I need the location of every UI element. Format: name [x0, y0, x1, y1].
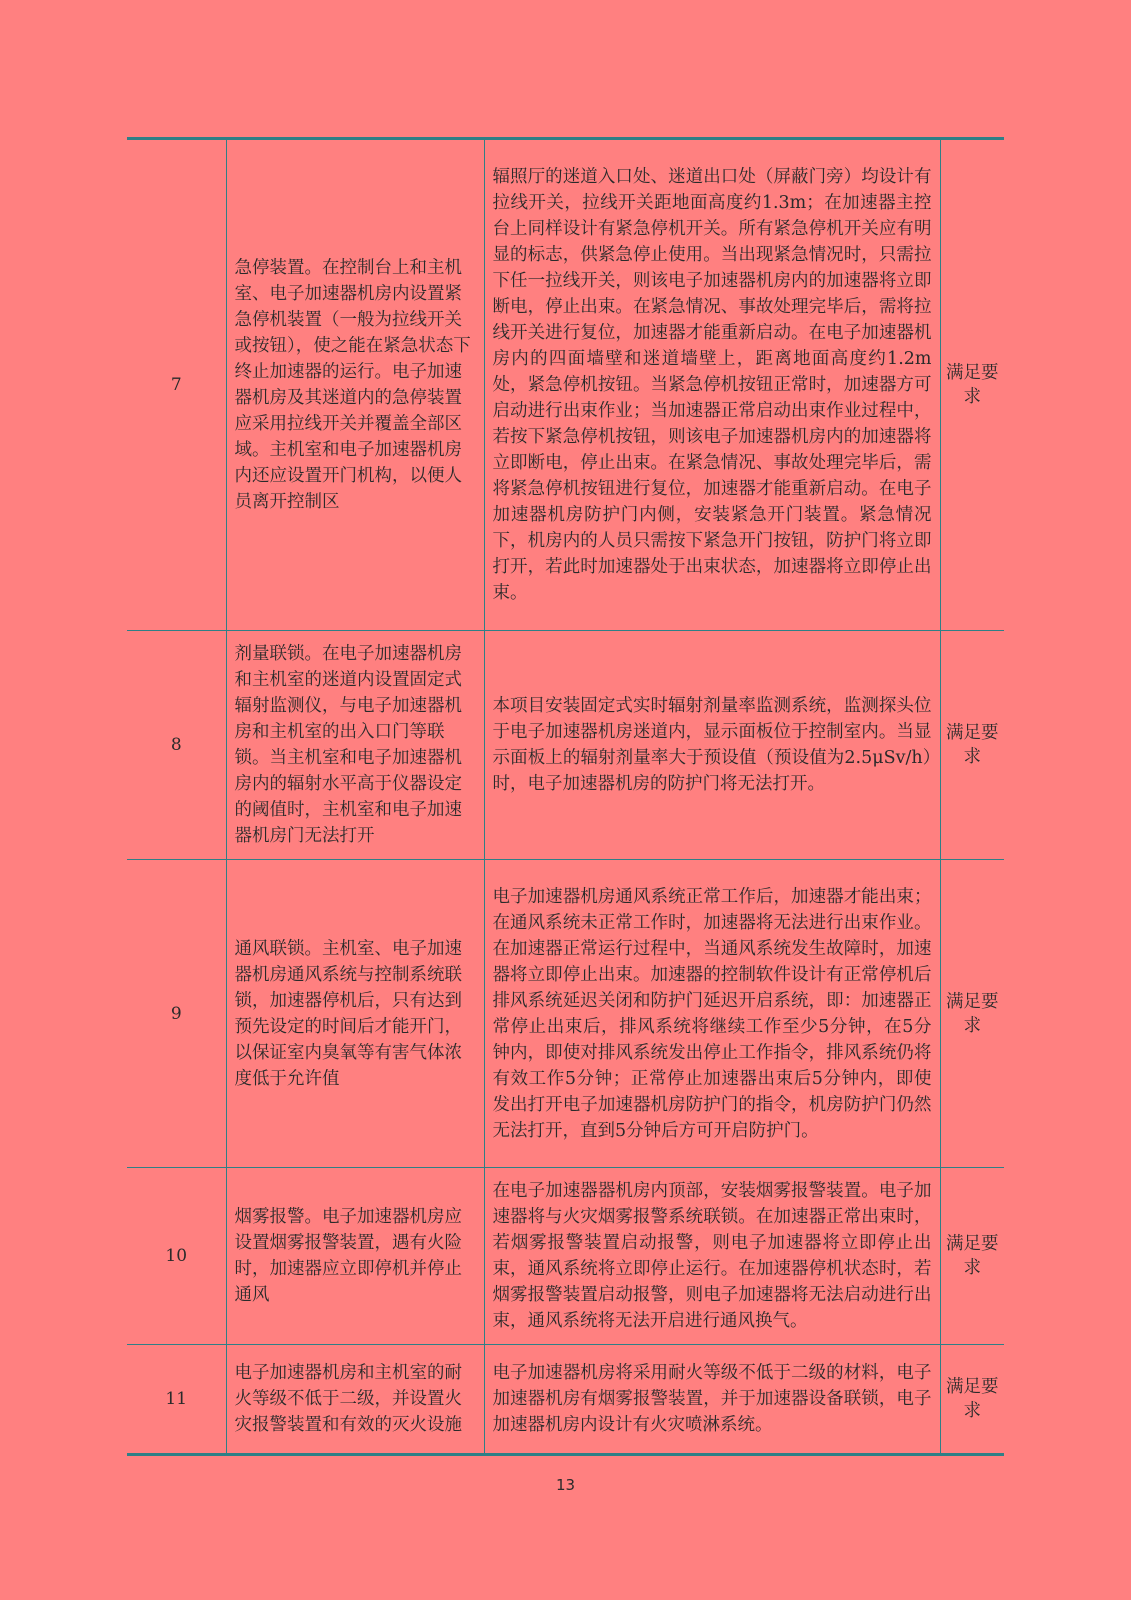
result-cell: 满足要求 — [940, 631, 1004, 860]
page-number: 13 — [555, 1476, 576, 1494]
table-row — [127, 1168, 1004, 1345]
implementation-cell: 电子加速器机房通风系统正常工作后，加速器才能出束；在通风系统未正常工作时，加速器将无法进行出束作业。在加速器正常运行过程中，当通风系统发生故障时，加速器将立即停止出束。加速器的控制软件设计有正常停机后排风系统延迟关闭和防护门延迟开启系统，即：加速器正常停止出束后，排风系统将继续工作至少5分钟，在5分钟内，即使对排风系统发出停止工作指令，排风系统仍将有效工作5分钟；正常停止加速器出束后5分钟内，即使发出打开电子加速器机房防护门的指令，机房防护门仍然无法打开，直到5分钟后方可开启防护门。 — [484, 860, 940, 1168]
result-cell: 满足要求 — [940, 860, 1004, 1168]
result-cell: 满足要求 — [940, 1168, 1004, 1345]
requirement-cell: 急停装置。在控制台上和主机室、电子加速器机房内设置紧急停机装置（一般为拉线开关或按钮），使之能在紧急状态下终止加速器的运行。电子加速器机房及其迷道内的急停装置应采用拉线开关并覆盖全部区域。主机室和电子加速器机房内还应设置开门机构，以便人员离开控制区 — [226, 140, 484, 631]
implementation-cell: 电子加速器机房将采用耐火等级不低于二级的材料，电子加速器机房有烟雾报警装置，并于加速器设备联锁，电子加速器机房内设计有火灾喷淋系统。 — [484, 1345, 940, 1454]
implementation-cell: 本项目安装固定式实时辐射剂量率监测系统，监测探头位于电子加速器机房迷道内，显示面板位于控制室内。当显示面板上的辐射剂量率大于预设值（预设值为2.5μSv/h）时，电子加速器机房的防护门将无法打开。 — [484, 631, 940, 860]
requirement-cell: 烟雾报警。电子加速器机房应设置烟雾报警装置，遇有火险时，加速器应立即停机并停止通风 — [226, 1168, 484, 1345]
requirement-cell: 剂量联锁。在电子加速器机房和主机室的迷道内设置固定式辐射监测仪，与电子加速器机房和主机室的出入口门等联锁。当主机室和电子加速器机房内的辐射水平高于仪器设定的阈值时，主机室和电子加速器机房门无法打开 — [226, 631, 484, 860]
row-number: 8 — [127, 631, 226, 860]
implementation-cell: 在电子加速器器机房内顶部，安装烟雾报警装置。电子加速器将与火灾烟雾报警系统联锁。在加速器正常出束时，若烟雾报警装置启动报警，则电子加速器将立即停止出束，通风系统将立即停止运行。在加速器停机状态时，若烟雾报警装置启动报警，则电子加速器将无法启动进行出束，通风系统将无法开启进行通风换气。 — [484, 1168, 940, 1345]
row-number: 10 — [127, 1168, 226, 1345]
implementation-cell: 辐照厅的迷道入口处、迷道出口处（屏蔽门旁）均设计有拉线开关，拉线开关距地面高度约1.3m；在加速器主控台上同样设计有紧急停机开关。所有紧急停机开关应有明显的标志，供紧急停止使用。当出现紧急情况时，只需拉下任一拉线开关，则该电子加速器机房内的加速器将立即断电，停止出束。在紧急情况、事故处理完毕后，需将拉线开关进行复位，加速器才能重新启动。在电子加速器机房内的四面墙壁和迷道墙壁上，距离地面高度约1.2m处，紧急停机按钮。当紧急停机按钮正常时，加速器方可启动进行出束作业；当加速器正常启动出束作业过程中，若按下紧急停机按钮，则该电子加速器机房内的加速器将立即断电，停止出束。在紧急情况、事故处理完毕后，需将紧急停机按钮进行复位，加速器才能重新启动。在电子加速器机房防护门内侧，安装紧急开门装置。紧急情况下，机房内的人员只需按下紧急开门按钮，防护门将立即打开，若此时加速器处于出束状态，加速器将立即停止出束。 — [484, 140, 940, 631]
requirement-cell: 电子加速器机房和主机室的耐火等级不低于二级，并设置火灾报警装置和有效的灭火设施 — [226, 1345, 484, 1454]
requirements-table — [127, 137, 1004, 1456]
requirement-cell: 通风联锁。主机室、电子加速器机房通风系统与控制系统联锁，加速器停机后，只有达到预先设定的时间后才能开门，以保证室内臭氧等有害气体浓度低于允许值 — [226, 860, 484, 1168]
result-cell: 满足要求 — [940, 1345, 1004, 1454]
table-row — [127, 860, 1004, 1168]
table-row — [127, 1345, 1004, 1454]
table-row — [127, 631, 1004, 860]
row-number: 11 — [127, 1345, 226, 1454]
row-number: 9 — [127, 860, 226, 1168]
result-cell: 满足要求 — [940, 140, 1004, 631]
row-number: 7 — [127, 140, 226, 631]
table-row — [127, 140, 1004, 631]
compliance-table — [127, 140, 1004, 1453]
